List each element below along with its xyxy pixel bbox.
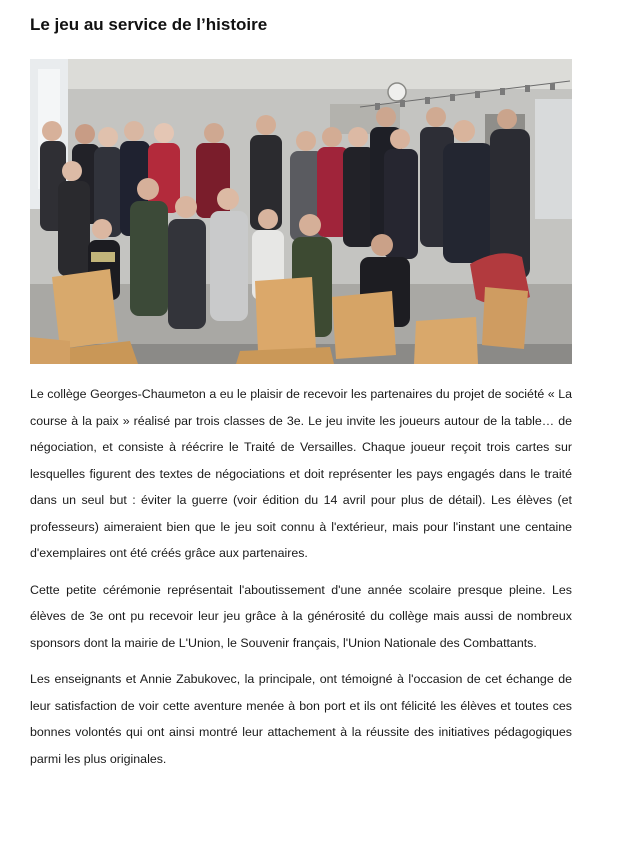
photo-wall-clock (388, 83, 406, 101)
article-paragraph: Les enseignants et Annie Zabukovec, la principale, ont témoigné à l'occasion de cet échange de leur satisfaction de voir cette aventure menée à bon port et ils ont félicité les élèves et toutes ces bonnes volontés qui ont ainsi montré leur attachement à la réussite des initiatives pédagogiques parmi les plus originales. (30, 672, 572, 766)
article-body (30, 381, 572, 782)
group-photo (30, 59, 572, 364)
photo-right-window (535, 99, 572, 219)
article-paragraph: Le collège Georges-Chaumeton a eu le plaisir de recevoir les partenaires du projet de société « La course à la paix » réalisé par trois classes de 3e. Le jeu invite les joueurs autour de la table… de négociation, et consiste à réécrire le Traité de Versailles. Chaque joueur reçoit trois cartes sur lesquelles figurent des textes de négociations et doit représenter les pays engagés dans le traité dans un seul but : éviter la guerre (voir édition du 14 avril pour plus de détail). Les élèves (et professeurs) aimeraient bien que le jeu soit connu à l'extérieur, mais pour l'instant une centaine d'exemplaires ont été créés grâce aux partenaires. (30, 387, 572, 560)
article-title: Le jeu au service de l’histoire (30, 15, 268, 34)
article-paragraph: Cette petite cérémonie représentait l'aboutissement d'une année scolaire presque pleine. Les élèves de 3e ont pu recevoir leur jeu grâce à la générosité du collège mais aussi de nombreux sponsors dont la mairie de L'Union, le Souvenir français, l'Union Nationale des Combattants. (30, 582, 572, 650)
